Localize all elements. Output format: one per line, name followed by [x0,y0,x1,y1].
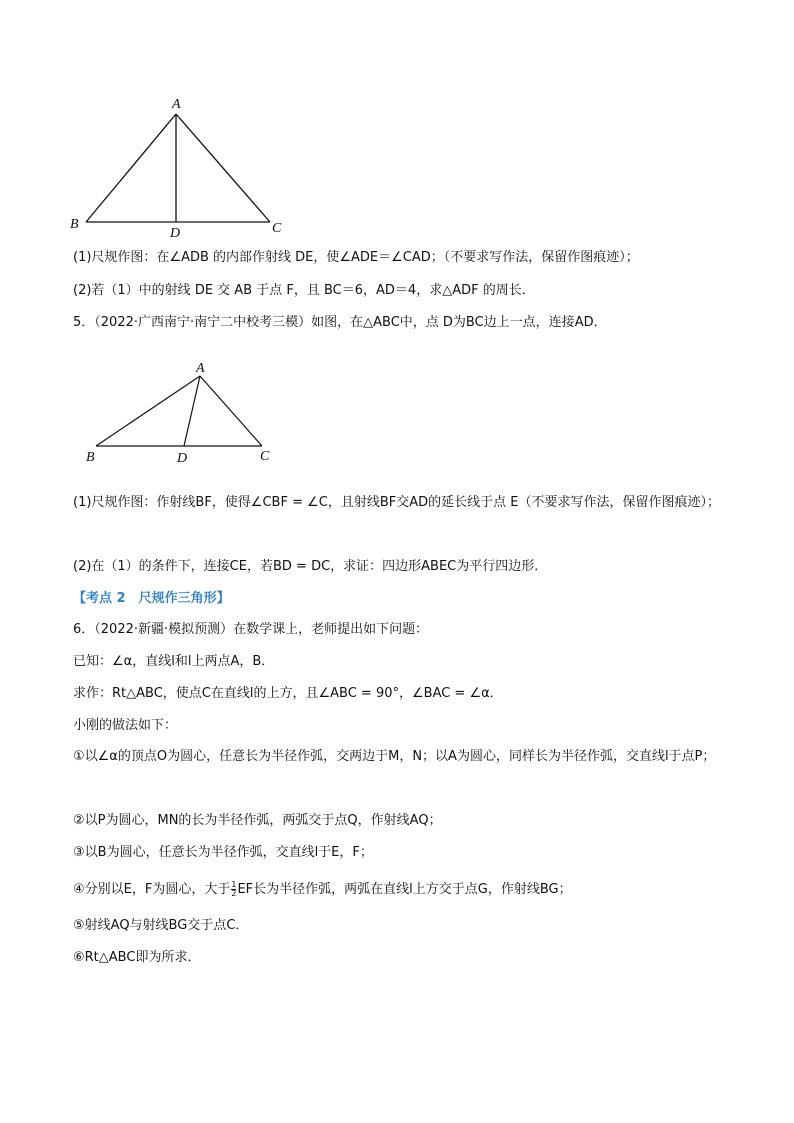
label-b: B [86,450,95,465]
figure-triangle-2 [78,358,288,468]
q6-step1: ①以∠α的顶点O为圆心，任意长为半径作弧，交两边于M，N；以A为圆心，同样长为半径作弧，交直线l于点P； [73,749,716,764]
q4-part1: (1)尺规作图：在∠ADB 的内部作射线 DE，使∠ADE＝∠CAD；（不要求写作法，保留作图痕迹）； [73,250,639,265]
q6-method: 小刚的做法如下： [73,718,178,733]
q6-step4-b: EF长为半径作弧，两弧在直线l上方交于点G，作射线BG； [237,882,572,897]
label-a: A [196,361,205,376]
q5-intro: 5．（2022·广西南宁·南宁二中校考三模）如图，在△ABC中，点 D为BC边上一点，连接AD． [73,315,607,330]
label-b: B [70,217,79,232]
label-d: D [177,451,188,466]
q6-step3: ③以B为圆心，任意长为半径作弧，交直线l于E，F； [73,845,373,860]
q6-known: 已知：∠α，直线l和l上两点A，B． [73,654,275,669]
label-c: C [260,449,270,464]
label-a: A [172,97,181,112]
figure-triangle-1 [60,92,300,242]
side-ab [96,376,200,446]
fraction-half [231,881,236,898]
fraction-numerator: 1 [231,880,237,889]
q6-step2: ②以P为圆心，MN的长为半径作弧，两弧交于点Q，作射线AQ； [73,813,442,828]
q6-ask: 求作：Rt△ABC，使点C在直线l的上方，且∠ABC = 90°，∠BAC = ∠α． [73,686,503,701]
section-heading: 【考点 2 尺规作三角形】 [73,591,230,606]
q5-part1: (1)尺规作图：作射线BF，使得∠CBF = ∠C，且射线BF交AD的延长线于点 E（不要求写作法，保留作图痕迹）； [73,495,720,510]
q6-step4-a: ④分别以E，F为圆心，大于 [73,882,231,897]
q4-part2: (2)若（1）中的射线 DE 交 AB 于点 F，且 BC＝6，AD＝4，求△ADF 的周长． [73,283,535,298]
fraction-denominator: 2 [231,889,237,898]
label-d: D [170,226,181,241]
side-ac [200,376,262,446]
side-ab [86,114,176,222]
q6-step6: ⑥Rt△ABC即为所求． [73,950,201,965]
q6-step4 [73,880,733,900]
q6-step5: ⑤射线AQ与射线BG交于点C． [73,918,249,933]
label-c: C [272,221,282,236]
side-ac [176,114,270,222]
q5-part2: (2)在（1）的条件下，连接CE，若BD = DC，求证：四边形ABEC为平行四边形． [73,559,548,574]
segment-ad [184,376,200,446]
q6-intro: 6．（2022·新疆·模拟预测）在数学课上，老师提出如下问题： [73,622,429,637]
